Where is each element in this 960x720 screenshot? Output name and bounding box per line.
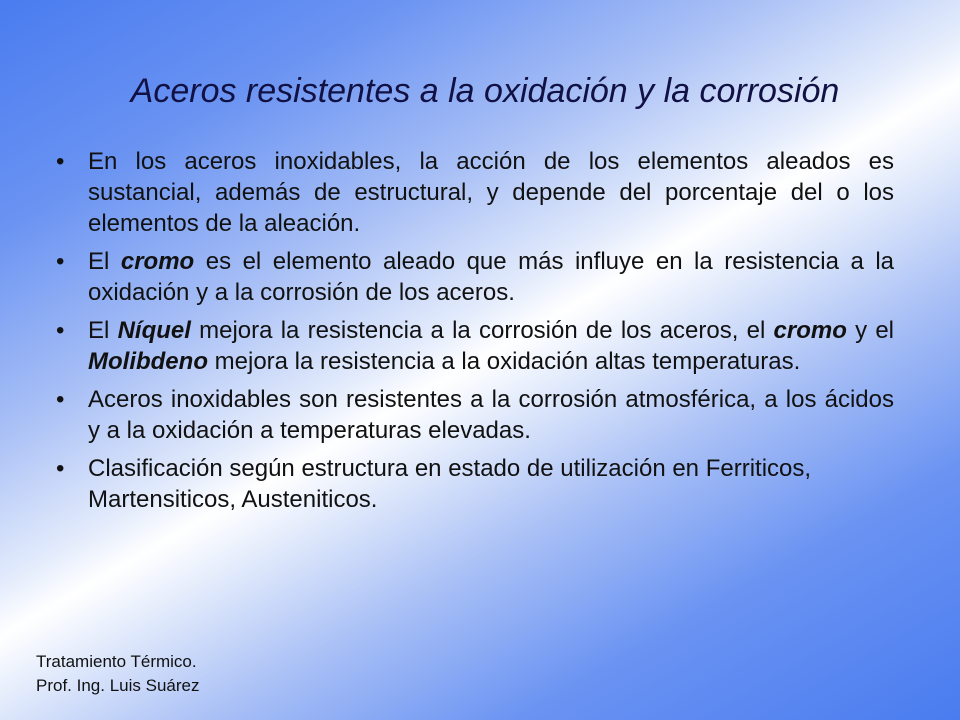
bullet-dot: • bbox=[56, 455, 65, 482]
footer-credits bbox=[36, 650, 199, 698]
emphasis-niquel: Níquel bbox=[117, 317, 191, 344]
slide-title: Aceros resistentes a la oxidación y la corrosión bbox=[130, 72, 840, 110]
bullet-dot: • bbox=[56, 386, 65, 413]
bullet-text-part: y el bbox=[846, 317, 895, 344]
emphasis-cromo: cromo bbox=[120, 248, 195, 275]
bullet-text: Aceros inoxidables son resistentes a la corrosión atmosférica, a los ácidos y a la oxidación a temperaturas elevadas. bbox=[88, 386, 894, 444]
bullet-item-5 bbox=[52, 453, 894, 515]
bullet-text-part: mejora la resistencia a la corrosión de los aceros, el bbox=[190, 317, 774, 344]
emphasis-cromo: cromo bbox=[773, 317, 847, 344]
bullet-text-part: mejora la resistencia a la oxidación altas temperaturas. bbox=[207, 348, 801, 375]
bullet-item-3 bbox=[52, 315, 894, 377]
bullet-text: En los aceros inoxidables, la acción de los elementos aleados es sustancial, además de estructural, y depende del porcentaje del o los elementos de la aleación. bbox=[88, 148, 894, 237]
emphasis-molibdeno: Molibdeno bbox=[88, 348, 208, 375]
footer-course: Tratamiento Térmico. bbox=[36, 652, 197, 671]
bullet-text-part: El bbox=[88, 248, 121, 275]
bullet-text: Clasificación según estructura en estado de utilización en Ferriticos, Martensiticos, Austeniticos. bbox=[88, 455, 812, 513]
bullet-dot: • bbox=[56, 248, 65, 275]
bullet-item-1 bbox=[52, 146, 894, 239]
bullet-dot: • bbox=[56, 317, 65, 344]
bullet-item-4 bbox=[52, 384, 894, 446]
bullet-text-part: es el elemento aleado que más influye en la resistencia a la oxidación y a la corrosión de los aceros. bbox=[88, 248, 895, 306]
footer-author: Prof. Ing. Luis Suárez bbox=[36, 676, 200, 695]
bullet-list bbox=[52, 146, 894, 522]
bullet-item-2 bbox=[52, 246, 894, 308]
bullet-text-part: El bbox=[88, 317, 118, 344]
bullet-dot: • bbox=[56, 148, 65, 175]
